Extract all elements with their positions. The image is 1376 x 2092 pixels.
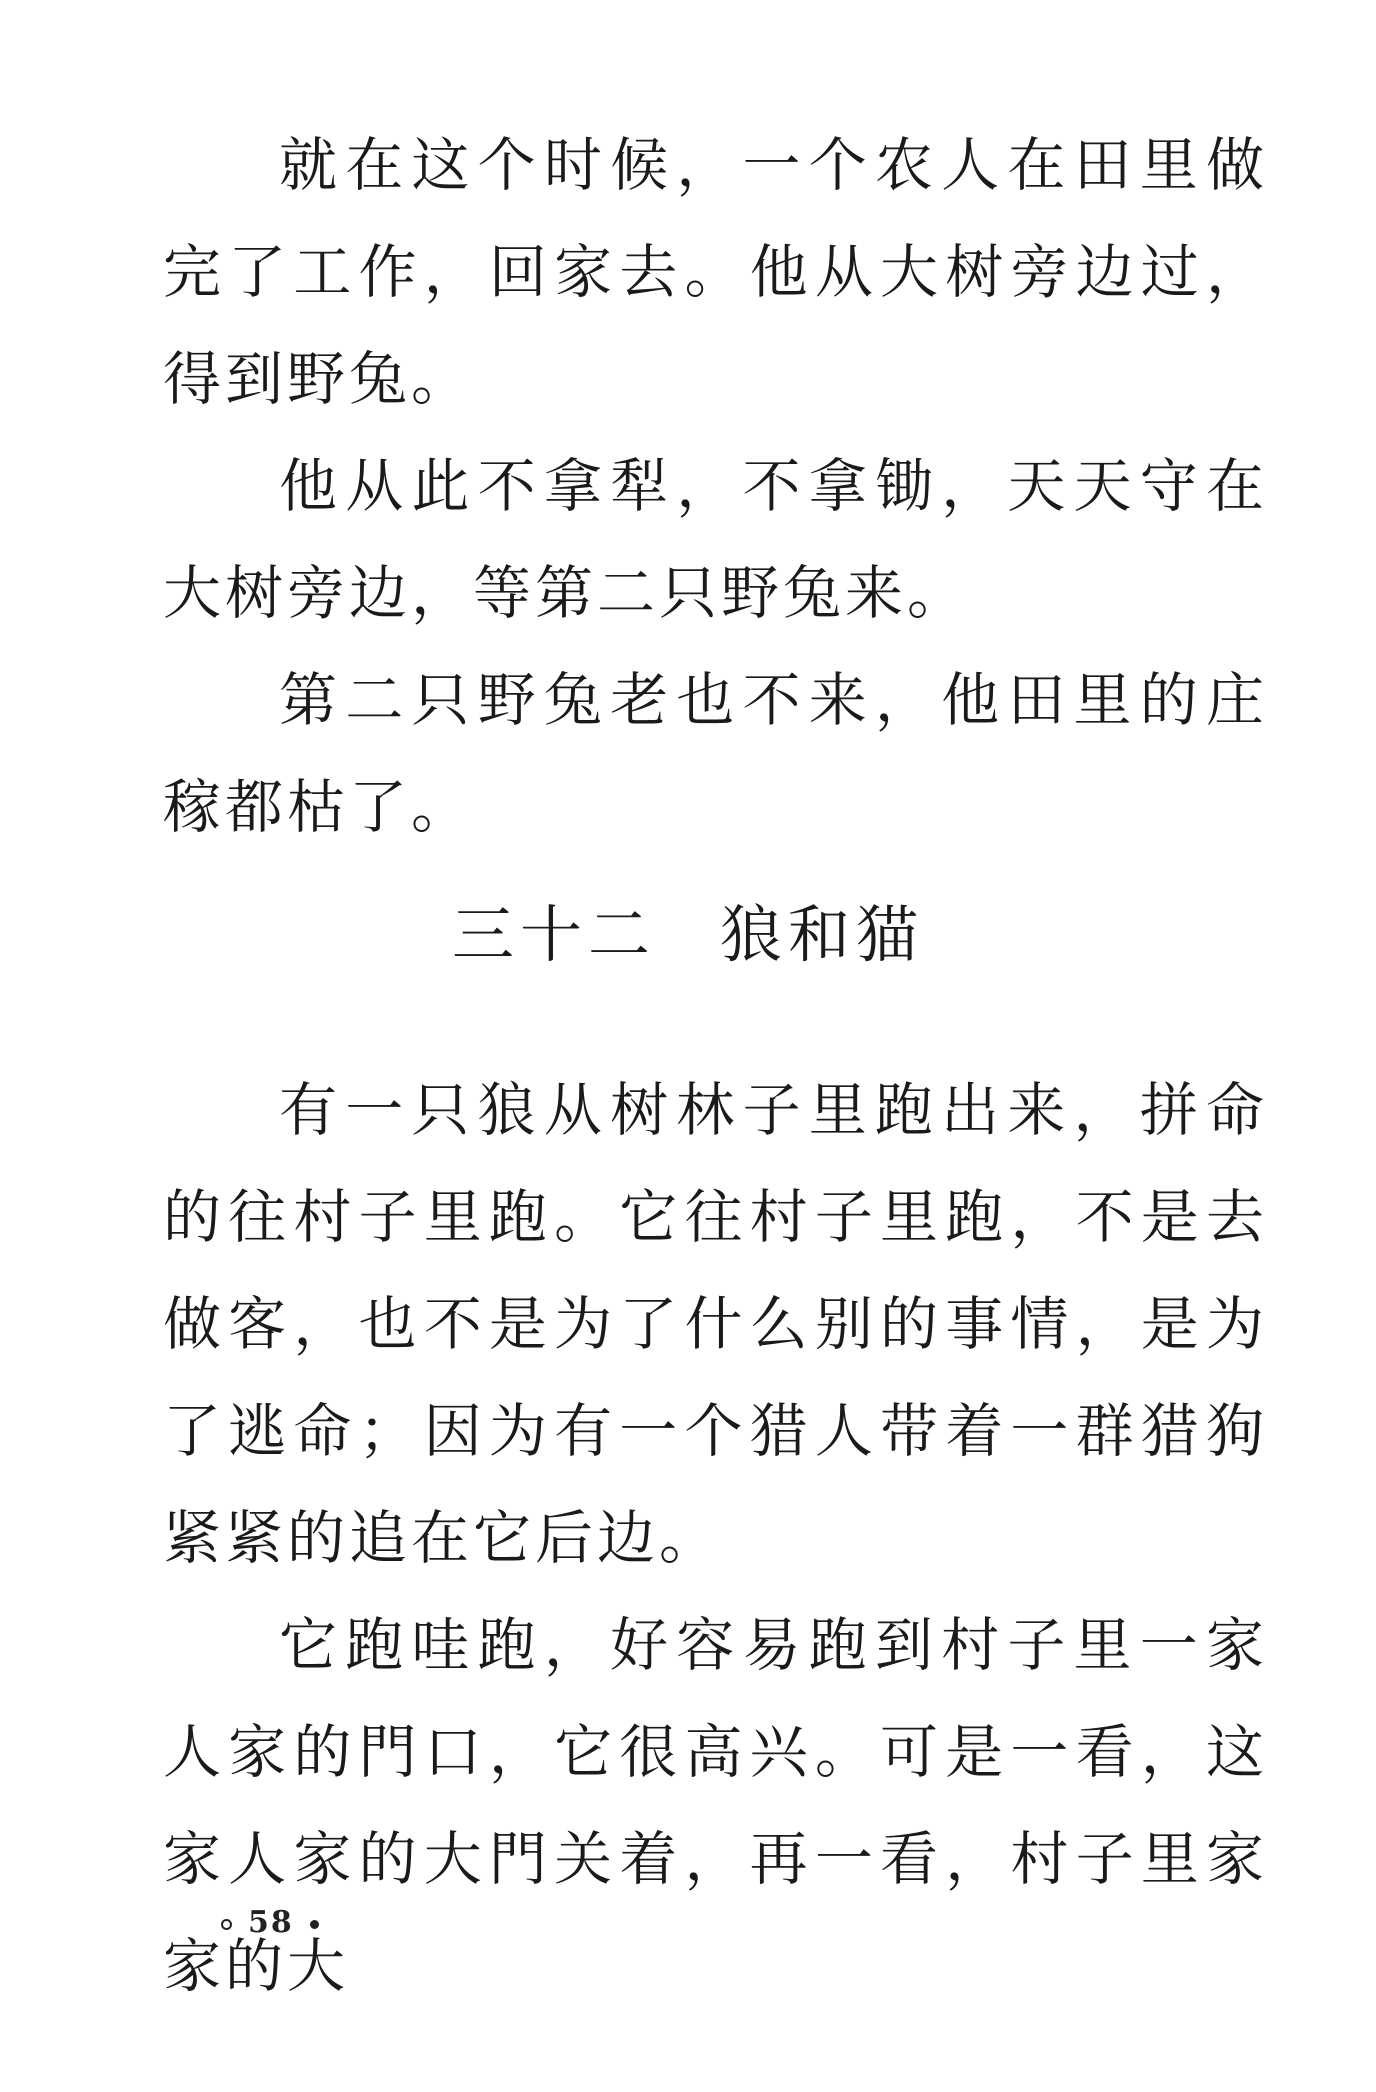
paragraph: 就在这个时候，一个农人在田里做完了工作，回家去。他从大树旁边过，得到野兔。 — [163, 131, 1268, 413]
chapter-title: 狼和猫 — [720, 898, 925, 971]
page-number-footer — [205, 1905, 335, 1940]
page-number: 58 — [248, 1905, 294, 1940]
paragraph: 有一只狼从树林子里跑出来，拼命的往村子里跑。它往村子里跑，不是去做客，也不是为了什么别的事情，是为了逃命；因为有一个猎人带着一群猎狗紧紧的追在它后边。 — [163, 1076, 1268, 1572]
story-continuation — [163, 112, 1268, 861]
paragraph: 第二只野兔老也不来，他田里的庄稼都枯了。 — [163, 666, 1268, 841]
right-dot-ornament — [310, 1920, 319, 1929]
paragraph: 它跑哇跑，好容易跑到村子里一家人家的門口，它很高兴。可是一看，这家人家的大門关着，再一看，村子里家家的大 — [163, 1611, 1268, 2000]
chapter-body — [163, 1057, 1268, 2020]
chapter-number: 三十二 — [451, 898, 656, 971]
paragraph: 他从此不拿犁，不拿锄，天天守在大树旁边，等第二只野兔来。 — [163, 452, 1268, 627]
left-dot-ornament — [221, 1919, 232, 1930]
chapter-heading — [0, 895, 1376, 975]
